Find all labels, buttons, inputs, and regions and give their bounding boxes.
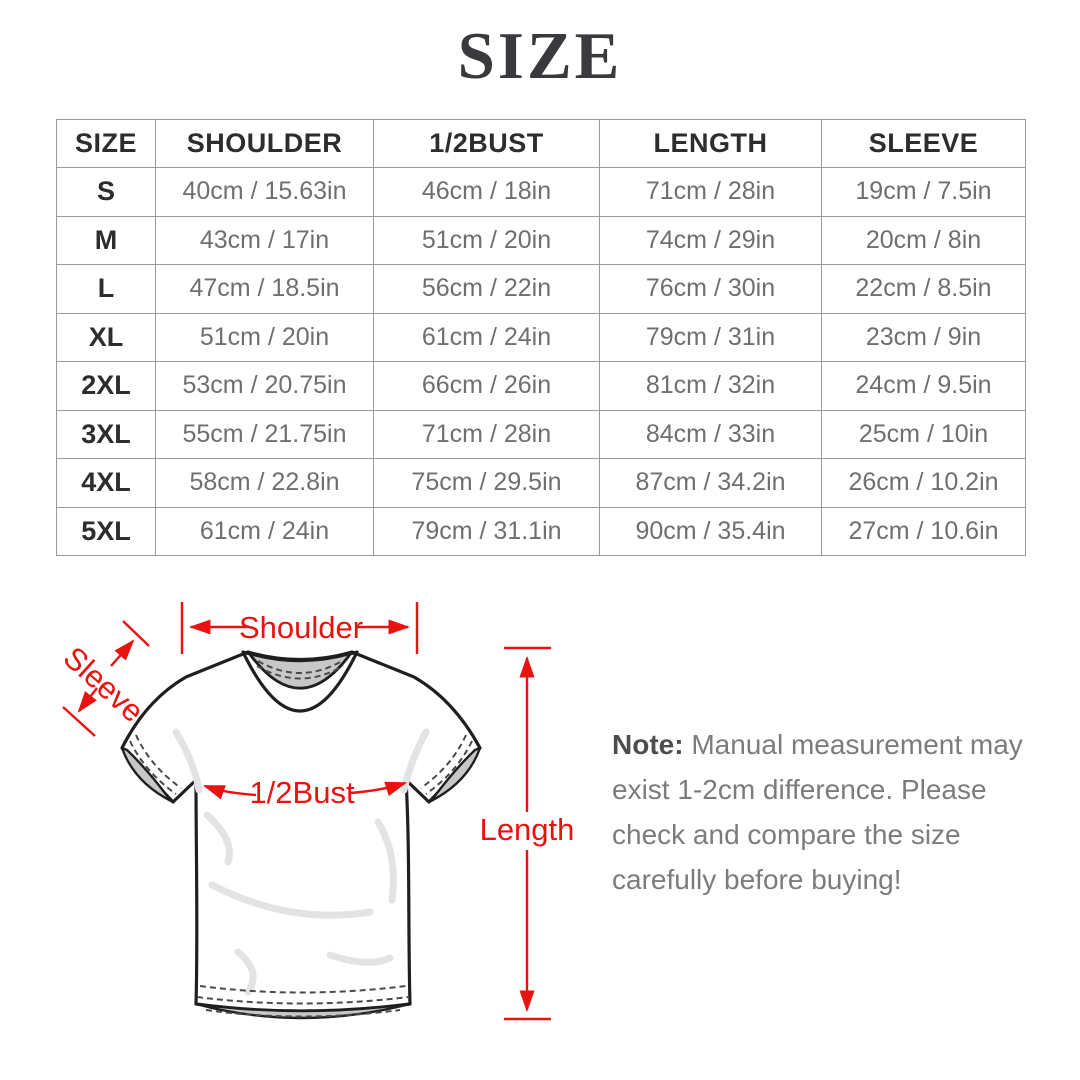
measurement-cell: 75cm / 29.5in [374,459,600,508]
size-cell: 3XL [57,410,156,459]
size-table [56,119,1026,556]
length-annotation [480,648,575,1019]
sleeve-label: Sleeve [56,639,151,730]
column-header: SLEEVE [822,120,1026,168]
shoulder-label: Shoulder [238,610,364,645]
column-header: SHOULDER [156,120,374,168]
size-cell: 4XL [57,459,156,508]
table-row [57,216,1026,265]
measurement-cell: 40cm / 15.63in [156,168,374,217]
measurement-cell: 90cm / 35.4in [600,507,822,556]
note-text [612,722,1030,902]
column-header: LENGTH [600,120,822,168]
size-cell: L [57,265,156,314]
size-cell: XL [57,313,156,362]
measurement-cell: 87cm / 34.2in [600,459,822,508]
measurement-cell: 51cm / 20in [156,313,374,362]
table-row [57,459,1026,508]
sleeve-annotation [57,621,151,736]
length-label: Length [479,812,575,847]
table-row [57,507,1026,556]
measurement-cell: 81cm / 32in [600,362,822,411]
measurement-cell: 22cm / 8.5in [822,265,1026,314]
measurement-cell: 23cm / 9in [822,313,1026,362]
measurement-cell: 27cm / 10.6in [822,507,1026,556]
size-cell: 2XL [57,362,156,411]
measurement-cell: 66cm / 26in [374,362,600,411]
size-cell: S [57,168,156,217]
tshirt-measurement-diagram [50,585,610,1060]
header-row [57,120,1026,168]
note-heading: Note: [612,729,684,760]
measurement-cell: 74cm / 29in [600,216,822,265]
measurement-cell: 71cm / 28in [374,410,600,459]
note-body: Manual measurement may exist 1-2cm difference. Please check and compare the size carefully before buying! [612,729,1023,895]
measurement-cell: 58cm / 22.8in [156,459,374,508]
measurement-cell: 26cm / 10.2in [822,459,1026,508]
column-header: SIZE [57,120,156,168]
table-row [57,313,1026,362]
measurement-cell: 24cm / 9.5in [822,362,1026,411]
size-table-head [57,120,1026,168]
size-table-body [57,168,1026,556]
table-row [57,410,1026,459]
measurement-cell: 79cm / 31.1in [374,507,600,556]
page-title: SIZE [457,19,623,93]
measurement-cell: 20cm / 8in [822,216,1026,265]
measurement-cell: 76cm / 30in [600,265,822,314]
measurement-cell: 19cm / 7.5in [822,168,1026,217]
measurement-cell: 79cm / 31in [600,313,822,362]
measurement-cell: 43cm / 17in [156,216,374,265]
table-row [57,362,1026,411]
measurement-cell: 25cm / 10in [822,410,1026,459]
measurement-cell: 61cm / 24in [156,507,374,556]
table-row [57,265,1026,314]
measurement-cell: 71cm / 28in [600,168,822,217]
tshirt-drawing [122,652,480,1018]
shoulder-annotation [182,602,417,654]
measurement-cell: 84cm / 33in [600,410,822,459]
size-cell: M [57,216,156,265]
measurement-cell: 61cm / 24in [374,313,600,362]
column-header: 1/2BUST [374,120,600,168]
measurement-cell: 55cm / 21.75in [156,410,374,459]
size-cell: 5XL [57,507,156,556]
bust-label: 1/2Bust [249,775,355,810]
measurement-cell: 51cm / 20in [374,216,600,265]
measurement-cell: 53cm / 20.75in [156,362,374,411]
measurement-cell: 56cm / 22in [374,265,600,314]
table-row [57,168,1026,217]
measurement-cell: 46cm / 18in [374,168,600,217]
measurement-cell: 47cm / 18.5in [156,265,374,314]
